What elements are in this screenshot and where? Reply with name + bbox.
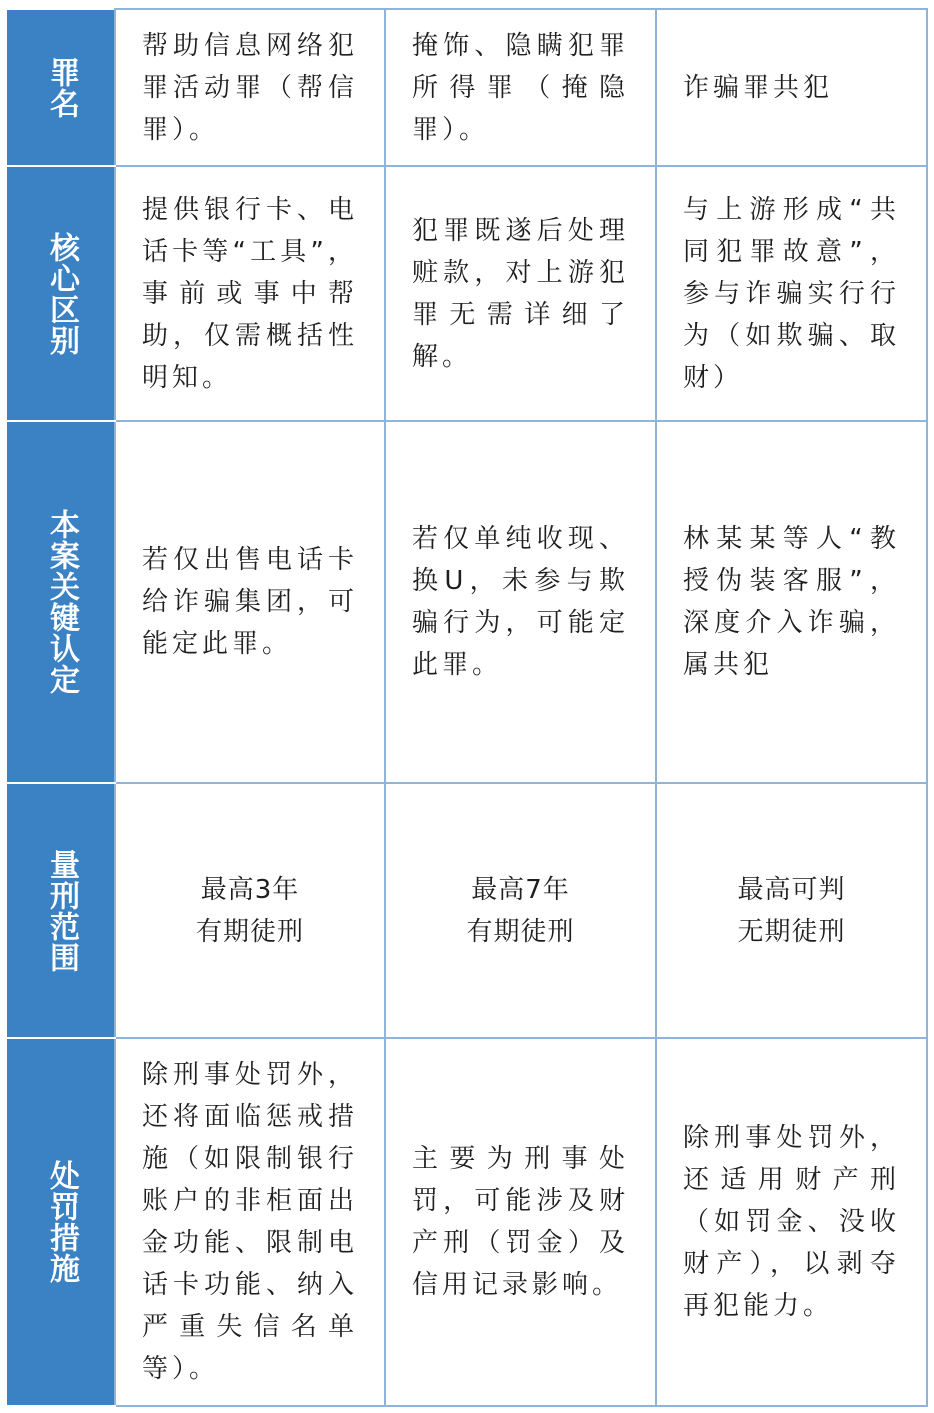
table-cell	[656, 783, 927, 1038]
row-header-cell	[8, 1038, 115, 1406]
row-header-crime-name: 罪名	[44, 56, 79, 119]
table-cell	[115, 9, 385, 166]
row-header-sentencing-range: 量刑范围	[44, 848, 79, 973]
table-row-sentencing-range	[8, 783, 927, 1038]
table-row-crime-name	[8, 9, 927, 166]
row-header-case-determination: 本案关键认定	[44, 509, 79, 695]
cell-text-helping-crime: 提供银行卡、电话卡等“工具”，事前或事中帮助，仅需概括性明知。	[142, 194, 358, 393]
table-cell	[656, 166, 927, 421]
row-header-cell	[8, 9, 115, 166]
cell-text-fraud-accomplice: 与上游形成“共同犯罪故意”，参与诈骗实行行为（如欺骗、取财）	[683, 194, 900, 393]
table-cell	[115, 1038, 385, 1406]
row-header-cell	[8, 421, 115, 783]
table-row-core-difference	[8, 166, 927, 421]
cell-text-fraud-accomplice: 诈骗罪共犯	[683, 72, 834, 103]
row-header-cell	[8, 783, 115, 1038]
cell-text-fraud-accomplice: 林某某等人“教授伪装客服”，深度介入诈骗，属共犯	[683, 524, 900, 680]
table-cell	[385, 783, 656, 1038]
cell-text-concealing-crime: 犯罪既遂后处理赃款，对上游犯罪无需详细了解。	[412, 215, 629, 372]
cell-text-helping-crime: 帮助信息网络犯罪活动罪（帮信罪）。	[142, 30, 358, 145]
table-row-case-determination	[8, 421, 927, 783]
table-cell	[115, 783, 385, 1038]
table-cell	[385, 1038, 656, 1406]
cell-text-fraud-accomplice: 除刑事处罚外，还适用财产刑（如罚金、没收财产），以剥夺再犯能力。	[683, 1123, 900, 1321]
row-header-core-difference: 核心区别	[44, 231, 79, 356]
table-cell	[656, 1038, 927, 1406]
cell-text-concealing-crime: 掩饰、隐瞒犯罪所得罪（掩隐罪）。	[412, 30, 629, 145]
row-header-cell	[8, 166, 115, 421]
table-cell	[115, 166, 385, 421]
table-cell	[385, 421, 656, 783]
row-header-penalty-measures: 处罚措施	[44, 1160, 79, 1284]
cell-text-helping-crime: 除刑事处罚外，还将面临惩戒措施（如限制银行账户的非柜面出金功能、限制电话卡功能、纳入严重失信名单等）。	[142, 1060, 358, 1384]
cell-text-concealing-crime: 主要为刑事处罚，可能涉及财产刑（罚金）及信用记录影响。	[412, 1144, 629, 1300]
table-cell	[656, 421, 927, 783]
cell-text-helping-crime: 若仅出售电话卡给诈骗集团，可能定此罪。	[142, 545, 358, 659]
cell-text-fraud-accomplice: 最高可判 无期徒刑	[737, 874, 846, 947]
table-cell	[115, 421, 385, 783]
table-cell	[385, 166, 656, 421]
cell-text-concealing-crime: 若仅单纯收现、换U，未参与欺骗行为，可能定此罪。	[412, 524, 629, 680]
cell-text-helping-crime: 最高3年 有期徒刑	[195, 874, 304, 947]
cell-text-concealing-crime: 最高7年 有期徒刑	[466, 874, 575, 947]
table-cell	[385, 9, 656, 166]
comparison-table	[7, 8, 928, 1407]
table-row-penalty-measures	[8, 1038, 927, 1406]
table-cell	[656, 9, 927, 166]
